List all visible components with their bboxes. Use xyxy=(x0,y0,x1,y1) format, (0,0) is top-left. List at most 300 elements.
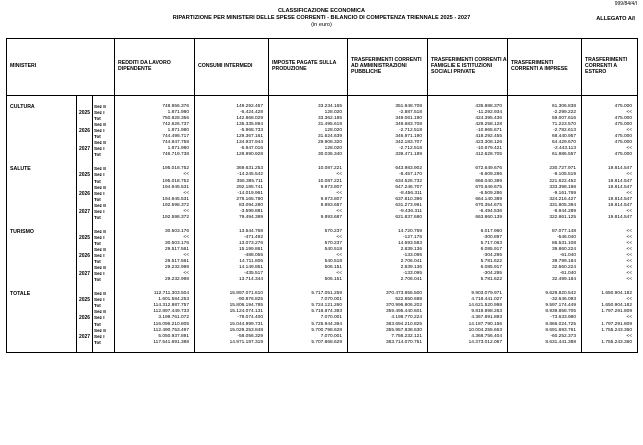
spacer-cell xyxy=(428,346,508,353)
value-cell: << xyxy=(582,265,638,271)
row-type-label: Sez I xyxy=(93,271,115,277)
spacer-cell xyxy=(195,96,269,105)
value-cell: -14.019.961 xyxy=(195,191,269,197)
value-cell: -2.712.518 xyxy=(348,128,428,134)
row-type-label: Sez I xyxy=(93,191,115,197)
row-type-label: Sez II xyxy=(93,291,115,297)
row-type-label: Sez I xyxy=(93,110,115,116)
spacer-cell xyxy=(348,158,428,166)
spacer-cell xyxy=(269,158,348,166)
value-cell: 5.700.798.628 xyxy=(269,328,348,334)
value-cell: 14.593.583 xyxy=(348,241,428,247)
value-cell: 33.234.165 xyxy=(269,104,348,110)
value-cell: 9.629.820.542 xyxy=(508,291,582,297)
value-cell: 349.683.708 xyxy=(348,122,428,128)
value-cell: 5.050.937.891 xyxy=(115,334,195,340)
row-type-label: Sez II xyxy=(93,203,115,209)
spacer-cell xyxy=(195,158,269,166)
value-cell: 128.020 xyxy=(269,146,348,152)
value-cell: 9.973.807 xyxy=(269,185,348,191)
value-cell: 14.971.197.319 xyxy=(195,340,269,346)
row-type-label: Sez II xyxy=(93,328,115,334)
value-cell: 14.621.520.998 xyxy=(428,303,508,309)
value-cell: << xyxy=(269,172,348,178)
row-type-label: Tot xyxy=(93,116,115,122)
value-cell: << xyxy=(269,271,348,277)
row-type-label: Sez II xyxy=(93,122,115,128)
value-cell: << xyxy=(582,334,638,340)
value-cell: -61.040 xyxy=(508,271,582,277)
value-cell: << xyxy=(269,209,348,215)
value-cell: 14.720.759 xyxy=(348,229,428,235)
value-cell: 129.367.161 xyxy=(195,134,269,140)
value-cell: << xyxy=(582,277,638,283)
spacer-cell xyxy=(582,283,638,291)
value-cell: 742.626.737 xyxy=(115,122,195,128)
value-cell: 744.847.758 xyxy=(115,140,195,146)
year-label: 2026 xyxy=(77,253,93,259)
value-cell: 1.797.291.809 xyxy=(582,309,638,315)
value-cell: -60.252.373 xyxy=(508,334,582,340)
year-label: 2025 xyxy=(77,172,93,178)
spacer-cell xyxy=(77,96,93,105)
value-cell: 746.719.738 xyxy=(115,152,195,158)
value-cell: << xyxy=(115,253,195,259)
value-cell: 19.814.547 xyxy=(582,185,638,191)
value-cell: 192.598.372 xyxy=(115,215,195,221)
value-cell: 29.517.561 xyxy=(115,259,195,265)
spacer-cell xyxy=(428,221,508,229)
column-header: TRASFERIMENTI CORRENTI AD AMMINISTRAZIONI PUBBLICHE xyxy=(348,39,428,96)
value-cell: 423.308.126 xyxy=(428,140,508,146)
value-cell: 6.017.960 xyxy=(428,229,508,235)
value-cell: << xyxy=(582,271,638,277)
value-cell: 61.986.557 xyxy=(508,152,582,158)
value-cell: 19.814.547 xyxy=(582,197,638,203)
value-cell: 292.185.741 xyxy=(195,185,269,191)
value-cell: -304.295 xyxy=(428,271,508,277)
row-type-label: Sez II xyxy=(93,166,115,172)
value-cell: -6.609.286 xyxy=(428,172,508,178)
row-type-label: Sez I xyxy=(93,253,115,259)
value-cell: -32.646.093 xyxy=(508,297,582,303)
value-cell: 14.187.790.156 xyxy=(428,322,508,328)
value-cell: 370.996.806.202 xyxy=(348,303,428,309)
value-cell: 19.814.547 xyxy=(582,215,638,221)
row-type-label: Sez I xyxy=(93,172,115,178)
value-cell: 346.971.190 xyxy=(348,134,428,140)
year-label: 2027 xyxy=(77,334,93,340)
page-id: 999/84/4/I xyxy=(614,1,637,7)
value-cell: 331.805.394 xyxy=(508,203,582,209)
value-cell: 128.020 xyxy=(269,110,348,116)
header-line-2: RIPARTIZIONE PER MINISTERI DELLE SPESE CORRENTI - BILANCIO DI COMPETENZA TRIENNALE 2025 - 2027 xyxy=(172,15,471,21)
value-cell: 9.819.898.263 xyxy=(428,309,508,315)
value-cell: 29.908.320 xyxy=(269,140,348,146)
value-cell: 5.724.121.260 xyxy=(269,303,348,309)
value-cell: 570.237 xyxy=(269,241,348,247)
column-header: IMPOSTE PAGATE SULLA PRODUZIONE xyxy=(269,39,348,96)
value-cell: 112.711.303.504 xyxy=(115,291,195,297)
value-cell: 29.232.998 xyxy=(115,265,195,271)
row-type-label: Tot xyxy=(93,152,115,158)
value-cell: 506.151 xyxy=(269,277,348,283)
value-cell: 71.223.570 xyxy=(508,122,582,128)
value-cell: 194.945.531 xyxy=(115,185,195,191)
value-cell: 637.810.396 xyxy=(348,197,428,203)
value-cell: << xyxy=(269,235,348,241)
value-cell: 112.490.753.497 xyxy=(115,328,195,334)
value-cell: -304.295 xyxy=(428,253,508,259)
value-cell: 5.781.622 xyxy=(428,259,508,265)
value-cell: 9.903.079.971 xyxy=(428,291,508,297)
row-type-label: Tot xyxy=(93,277,115,283)
value-cell: -127.176 xyxy=(348,235,428,241)
spacer-cell xyxy=(7,346,77,353)
value-cell: << xyxy=(115,172,195,178)
value-cell: 5.725.944.394 xyxy=(269,322,348,328)
value-cell: 6.085.917 xyxy=(428,247,508,253)
allegato-label: ALLEGATO A/I xyxy=(596,16,635,22)
value-cell: 79.494.399 xyxy=(195,215,269,221)
value-cell: 1.755.243.360 xyxy=(582,328,638,334)
value-cell: 39.799.184 xyxy=(508,259,582,265)
value-cell: << xyxy=(582,253,638,259)
value-cell: 429.258.128 xyxy=(428,122,508,128)
value-cell: 363.714.070.751 xyxy=(348,340,428,346)
column-header: TRASFERIMENTI CORRENTI A FAMIGLIE E ISTITUZIONI SOCIALI PRIVATE xyxy=(428,39,508,96)
spacer-cell xyxy=(269,346,348,353)
spacer-cell xyxy=(582,221,638,229)
value-cell: 14.373.012.067 xyxy=(428,340,508,346)
value-cell: -11.292.934 xyxy=(428,110,508,116)
value-cell: << xyxy=(269,253,348,259)
value-cell: 13.714.344 xyxy=(195,277,269,283)
value-cell: 221.622.452 xyxy=(508,179,582,185)
value-cell: -8.456.311 xyxy=(348,191,428,197)
row-type-label: Tot xyxy=(93,197,115,203)
value-cell: 32.560.224 xyxy=(508,265,582,271)
value-cell: 13.544.768 xyxy=(195,229,269,235)
column-header: CONSUMI INTERMEDI xyxy=(195,39,269,96)
spacer-cell xyxy=(508,346,582,353)
spacer-cell xyxy=(428,283,508,291)
value-cell: 195.018.752 xyxy=(115,179,195,185)
value-cell: -10.965.671 xyxy=(428,128,508,134)
value-cell: 15.806.194.785 xyxy=(195,303,269,309)
spacer-cell xyxy=(195,346,269,353)
spacer-cell xyxy=(428,158,508,166)
value-cell: -2.443.113 xyxy=(508,146,582,152)
value-cell: -2.887.518 xyxy=(348,110,428,116)
spacer-cell xyxy=(428,96,508,105)
spacer-cell xyxy=(269,96,348,105)
value-cell: 475.000 xyxy=(582,104,638,110)
value-cell: 64.429.670 xyxy=(508,140,582,146)
value-cell: 1.871.980 xyxy=(115,146,195,152)
value-cell: << xyxy=(115,191,195,197)
value-cell: 59.007.616 xyxy=(508,116,582,122)
value-cell: 4.367.891.893 xyxy=(428,315,508,321)
value-cell: -9.105.519 xyxy=(508,172,582,178)
value-cell: << xyxy=(582,259,638,265)
row-type-label: Sez II xyxy=(93,185,115,191)
value-cell: 8.939.858.705 xyxy=(508,309,582,315)
value-cell: 230.727.971 xyxy=(508,166,582,172)
value-cell: 10.087.221 xyxy=(269,166,348,172)
spacer-cell xyxy=(115,221,195,229)
value-cell: 363.694.210.825 xyxy=(348,322,428,328)
value-cell: -5.947.016 xyxy=(195,146,269,152)
year-label: 2026 xyxy=(77,315,93,321)
row-type-label: Tot xyxy=(93,259,115,265)
value-cell: 10.087.221 xyxy=(269,179,348,185)
value-cell: -3.599.881 xyxy=(195,209,269,215)
value-cell: 9.893.687 xyxy=(269,215,348,221)
value-cell: 87.077.148 xyxy=(508,229,582,235)
value-cell: -14.245.542 xyxy=(195,172,269,178)
value-cell: 7.070.001 xyxy=(269,334,348,340)
value-cell: 194.945.531 xyxy=(115,197,195,203)
value-cell: << xyxy=(582,172,638,178)
value-cell: 333.398.198 xyxy=(508,185,582,191)
spacer-cell xyxy=(115,346,195,353)
value-cell: 33.362.185 xyxy=(269,116,348,122)
value-cell: 435.888.370 xyxy=(428,104,508,110)
spacer-cell xyxy=(508,221,582,229)
value-cell: 1.797.291.809 xyxy=(582,322,638,328)
value-cell: 13.073.276 xyxy=(195,241,269,247)
spacer-cell xyxy=(115,96,195,105)
column-header: TRASFERIMENTI CORRENTI A IMPRESE xyxy=(508,39,582,96)
year-label: 2026 xyxy=(77,191,93,197)
spacer-cell xyxy=(115,158,195,166)
value-cell: 750.828.356 xyxy=(115,116,195,122)
row-type-label: Sez I xyxy=(93,209,115,215)
value-cell: -6.494.536 xyxy=(428,209,508,215)
value-cell: 475.000 xyxy=(582,116,638,122)
column-header: REDDITI DA LAVORO DIPENDENTE xyxy=(115,39,195,96)
value-cell: 1.650.904.182 xyxy=(582,291,638,297)
value-cell: 412.628.705 xyxy=(428,152,508,158)
value-cell: 744.498.717 xyxy=(115,134,195,140)
value-cell: 5.717.051.259 xyxy=(269,291,348,297)
value-cell: 1.871.980 xyxy=(115,110,195,116)
value-cell: 540.518 xyxy=(269,247,348,253)
value-cell: 7.070.001 xyxy=(269,297,348,303)
value-cell: 359.495.440.601 xyxy=(348,309,428,315)
value-cell: 2.706.041 xyxy=(348,259,428,265)
value-cell: 7.070.001 xyxy=(269,315,348,321)
spacer-cell xyxy=(77,158,93,166)
spacer-cell xyxy=(77,283,93,291)
row-type-label: Sez II xyxy=(93,247,115,253)
spacer-cell xyxy=(508,283,582,291)
year-label: 2026 xyxy=(77,128,93,134)
value-cell: 351.948.708 xyxy=(348,104,428,110)
value-cell: 7.756.232.121 xyxy=(348,334,428,340)
value-cell: 670.649.675 xyxy=(428,185,508,191)
value-cell: 134.937.944 xyxy=(195,140,269,146)
value-cell: 424.395.436 xyxy=(428,116,508,122)
value-cell: << xyxy=(115,271,195,277)
value-cell: -133.095 xyxy=(348,271,428,277)
ministry-name: SALUTE xyxy=(7,166,77,172)
value-cell: -546.040 xyxy=(508,235,582,241)
value-cell: 643.983.902 xyxy=(348,166,428,172)
value-cell: 2.839.136 xyxy=(348,247,428,253)
value-cell: 349.061.190 xyxy=(348,116,428,122)
value-cell: 86.531.108 xyxy=(508,241,582,247)
value-cell: 5.717.063 xyxy=(428,241,508,247)
spacer-cell xyxy=(582,158,638,166)
row-type-label: Tot xyxy=(93,322,115,328)
value-cell: << xyxy=(269,191,348,197)
value-cell: 666.040.389 xyxy=(428,179,508,185)
spacer-cell xyxy=(348,346,428,353)
value-cell: 31.495.619 xyxy=(269,122,348,128)
value-cell: 2.706.041 xyxy=(348,277,428,283)
value-cell: 14.711.806 xyxy=(195,259,269,265)
value-cell: 278.165.780 xyxy=(195,197,269,203)
row-type-label: Sez I xyxy=(93,146,115,152)
value-cell: -6.424.428 xyxy=(195,110,269,116)
value-cell: 15.199.861 xyxy=(195,247,269,253)
value-cell: 570.237 xyxy=(269,229,348,235)
value-cell: -10.679.421 xyxy=(428,146,508,152)
row-type-label: Tot xyxy=(93,241,115,247)
value-cell: -79.074.400 xyxy=(195,315,269,321)
value-cell: 112.897.449.733 xyxy=(115,309,195,315)
value-cell: 32.499.184 xyxy=(508,277,582,283)
value-cell: << xyxy=(582,146,638,152)
value-cell: 2.839.136 xyxy=(348,265,428,271)
value-cell: -5.968.733 xyxy=(195,128,269,134)
header-line-1: CLASSIFICAZIONE ECONOMICA xyxy=(277,8,365,14)
value-cell: 5.707.868.629 xyxy=(269,340,348,346)
value-cell: << xyxy=(582,241,638,247)
value-cell: 522.850.698 xyxy=(348,297,428,303)
ministry-name: CULTURA xyxy=(7,104,77,110)
row-type-label: Tot xyxy=(93,179,115,185)
row-type-label: Sez II xyxy=(93,309,115,315)
value-cell: 369.631.253 xyxy=(195,166,269,172)
row-type-label: Sez I xyxy=(93,235,115,241)
column-header: MINISTERI xyxy=(7,39,115,96)
section-spacer xyxy=(7,158,638,166)
value-cell: 29.232.998 xyxy=(115,277,195,283)
value-cell: -58.056.329 xyxy=(195,334,269,340)
table-end-row xyxy=(7,346,638,353)
spacer-cell xyxy=(93,221,115,229)
spacer-cell xyxy=(77,221,93,229)
value-cell: << xyxy=(582,235,638,241)
value-cell: 663.860.139 xyxy=(428,215,508,221)
value-cell: 1.755.243.360 xyxy=(582,340,638,346)
row-type-label: Sez I xyxy=(93,128,115,134)
value-cell: 116.096.210.805 xyxy=(115,322,195,328)
value-cell: 4.718.441.027 xyxy=(428,297,508,303)
table-body xyxy=(7,96,638,353)
value-cell: 1.650.904.182 xyxy=(582,303,638,309)
row-type-label: Tot xyxy=(93,134,115,140)
spacer-cell xyxy=(93,158,115,166)
value-cell: 342.183.707 xyxy=(348,140,428,146)
value-cell: 322.861.125 xyxy=(508,215,582,221)
value-cell: 9.893.687 xyxy=(269,203,348,209)
spending-table xyxy=(6,38,638,353)
value-cell: << xyxy=(582,191,638,197)
spacer-cell xyxy=(195,283,269,291)
table-header-row xyxy=(7,39,638,96)
value-cell: 355.385.711 xyxy=(195,179,269,185)
value-cell: 324.216.427 xyxy=(508,197,582,203)
value-cell: << xyxy=(582,247,638,253)
value-cell: -9.436.311 xyxy=(348,209,428,215)
value-cell: -2.299.222 xyxy=(508,110,582,116)
value-cell: 355.957.838.630 xyxy=(348,328,428,334)
value-cell: 5.718.874.393 xyxy=(269,309,348,315)
spacer-cell xyxy=(77,346,93,353)
value-cell: 475.000 xyxy=(582,140,638,146)
value-cell: 1.871.980 xyxy=(115,128,195,134)
spacer-cell xyxy=(93,346,115,353)
value-cell: -8.944.289 xyxy=(508,209,582,215)
value-cell: -300.897 xyxy=(428,235,508,241)
value-cell: 664.140.389 xyxy=(428,197,508,203)
spacer-cell xyxy=(7,221,77,229)
value-cell: 670.354.675 xyxy=(428,203,508,209)
row-type-label: Sez II xyxy=(93,140,115,146)
year-label: 2027 xyxy=(77,146,93,152)
section-spacer xyxy=(7,221,638,229)
row-type-label: Sez I xyxy=(93,315,115,321)
value-cell: 4.368.756.404 xyxy=(428,334,508,340)
spacer-cell xyxy=(7,158,77,166)
value-cell: 647.246.707 xyxy=(348,185,428,191)
value-cell: << xyxy=(582,209,638,215)
value-cell: 83.094.280 xyxy=(195,203,269,209)
spacer-cell xyxy=(195,221,269,229)
spacer-cell xyxy=(7,283,77,291)
value-cell: 15.044.999.731 xyxy=(195,322,269,328)
value-cell: 1.601.584.253 xyxy=(115,297,195,303)
spacer-cell xyxy=(348,221,428,229)
year-label: 2027 xyxy=(77,271,93,277)
row-type-label: Sez I xyxy=(93,297,115,303)
value-cell: -2.782.613 xyxy=(508,128,582,134)
value-cell: 8.866.024.725 xyxy=(508,322,582,328)
row-type-label: Sez I xyxy=(93,334,115,340)
value-cell: 9.597.174.449 xyxy=(508,303,582,309)
value-cell: 30.503.176 xyxy=(115,241,195,247)
value-cell: 621.837.680 xyxy=(348,215,428,221)
spacer-cell xyxy=(582,96,638,105)
value-cell: -8.457.170 xyxy=(348,172,428,178)
section-spacer xyxy=(7,96,638,105)
value-cell: << xyxy=(582,110,638,116)
value-cell: 128.020 xyxy=(269,128,348,134)
value-cell: 9.973.807 xyxy=(269,197,348,203)
value-cell: 748.956.376 xyxy=(115,104,195,110)
value-cell: 19.814.547 xyxy=(582,203,638,209)
spacer-cell xyxy=(7,96,77,105)
value-cell: 339.471.189 xyxy=(348,152,428,158)
value-cell: 29.517.561 xyxy=(115,247,195,253)
value-cell: 192.598.372 xyxy=(115,203,195,209)
value-cell: << xyxy=(582,297,638,303)
value-cell: 4.198.770.224 xyxy=(348,315,428,321)
